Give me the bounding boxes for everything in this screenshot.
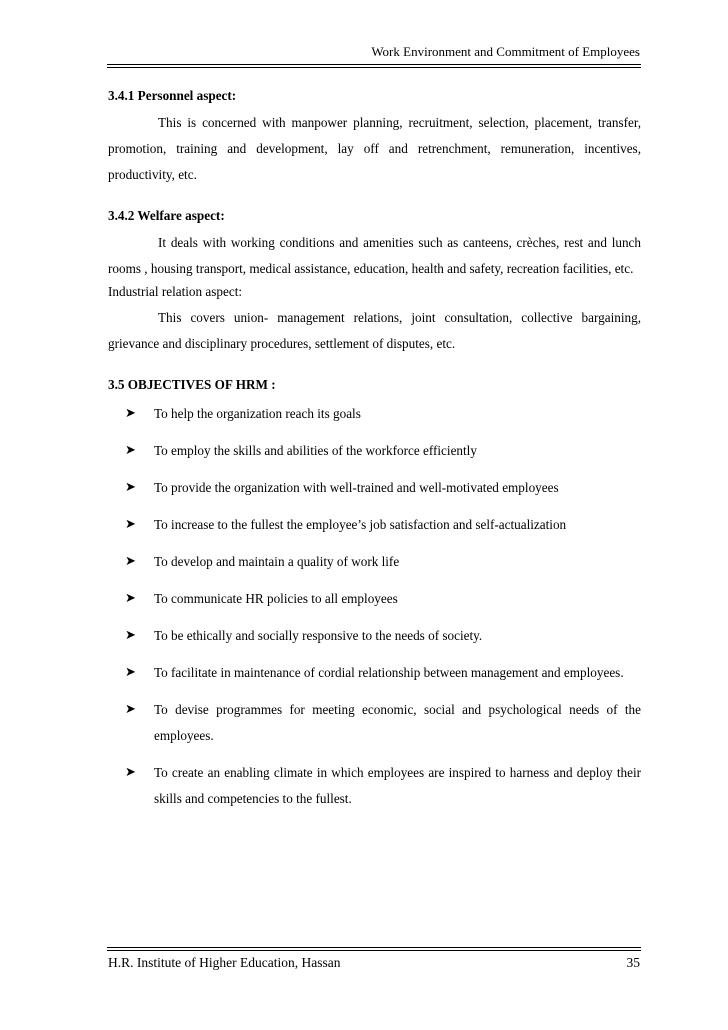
arrowhead-bullet-icon: ➤ [125, 702, 136, 717]
list-item: ➤ To help the organization reach its goals [108, 401, 641, 427]
list-item: ➤ To increase to the fullest the employee’s job satisfaction and self-actualization [108, 512, 641, 538]
arrowhead-bullet-icon: ➤ [125, 517, 136, 532]
header-rule [107, 64, 641, 65]
paragraph-personnel: This is concerned with manpower planning, recruitment, selection, placement, transfer, promotion, training and development, lay off and retrenchment, remuneration, incentives, productivity, etc. [108, 115, 641, 182]
paragraph-industrial: This covers union- management relations, joint consultation, collective bargaining, grievance and disciplinary procedures, settlement of disputes, etc. [108, 310, 641, 351]
objectives-list [108, 401, 641, 812]
list-item: ➤ To be ethically and socially responsive to the needs of society. [108, 623, 641, 649]
footer-rule [107, 947, 641, 948]
section-heading-industrial: Industrial relation aspect: [108, 284, 243, 299]
list-item: ➤ To facilitate in maintenance of cordial relationship between management and employees. [108, 660, 641, 686]
list-item: ➤ To develop and maintain a quality of work life [108, 549, 641, 575]
arrowhead-bullet-icon: ➤ [125, 591, 136, 606]
arrowhead-bullet-icon: ➤ [125, 765, 136, 780]
list-item: ➤ To provide the organization with well-trained and well-motivated employees [108, 475, 641, 501]
arrowhead-bullet-icon: ➤ [125, 665, 136, 680]
footer-rule-thin [107, 950, 641, 951]
running-header: Work Environment and Commitment of Employees [371, 44, 640, 59]
list-item: ➤ To devise programmes for meeting economic, social and psychological needs of the employees. [108, 697, 641, 749]
list-item: ➤ To employ the skills and abilities of the workforce efficiently [108, 438, 641, 464]
main-content [108, 86, 641, 823]
arrowhead-bullet-icon: ➤ [125, 443, 136, 458]
section-heading-personnel: 3.4.1 Personnel aspect: [108, 88, 237, 103]
section-heading-welfare: 3.4.2 Welfare aspect: [108, 208, 225, 223]
arrowhead-bullet-icon: ➤ [125, 406, 136, 421]
arrowhead-bullet-icon: ➤ [125, 554, 136, 569]
section-heading-objectives: 3.5 OBJECTIVES OF HRM : [108, 377, 276, 392]
arrowhead-bullet-icon: ➤ [125, 480, 136, 495]
list-item: ➤ To communicate HR policies to all employees [108, 586, 641, 612]
page-number: 35 [626, 955, 640, 970]
paragraph-welfare: It deals with working conditions and amenities such as canteens, crèches, rest and lunch rooms , housing transport, medical assistance, education, health and safety, recreation facilities, etc. [108, 235, 641, 276]
header-rule-thin [107, 67, 641, 68]
list-item: ➤ To create an enabling climate in which employees are inspired to harness and deploy their skills and competencies to the fullest. [108, 760, 641, 812]
footer-institution: H.R. Institute of Higher Education, Hassan [108, 955, 341, 970]
arrowhead-bullet-icon: ➤ [125, 628, 136, 643]
